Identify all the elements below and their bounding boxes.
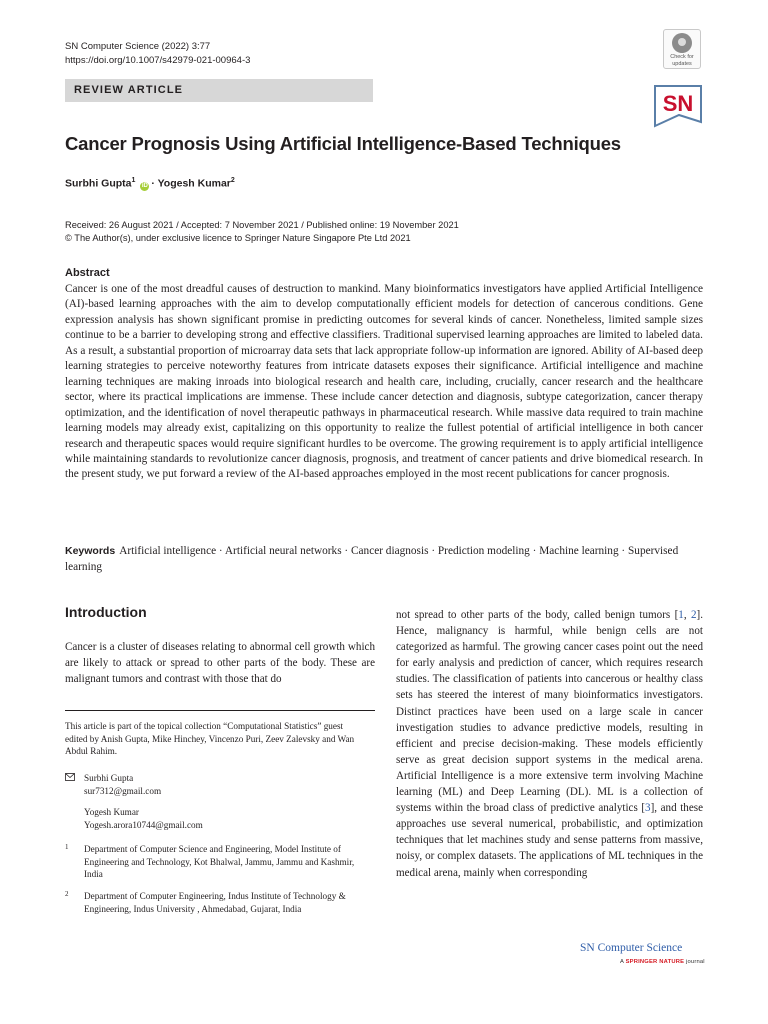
affiliation-ref: 2	[230, 177, 235, 184]
doi-link[interactable]: https://doi.org/10.1007/s42979-021-00964-3	[65, 55, 251, 66]
affiliation-number: 1	[65, 843, 69, 851]
article-title: Cancer Prognosis Using Artificial Intelligence-Based Techniques	[65, 133, 621, 154]
coauthor-name: Yogesh Kumar	[84, 807, 139, 817]
sn-logo-text: SN	[662, 91, 694, 116]
coauthor-email[interactable]: Yogesh.arora10744@gmail.com	[84, 820, 203, 830]
corresponding-author-name: Surbhi Gupta	[84, 773, 134, 783]
corresponding-author-email[interactable]: sur7312@gmail.com	[84, 786, 162, 796]
citation-link[interactable]: 2	[690, 609, 697, 621]
author-line	[65, 177, 235, 191]
collection-note: This article is part of the topical collection “Computational Statistics” guest edited by Anish Gupta, Mike Hinchey, Vincenzo Puri, Zeev Zalevsky and Wan Abdul Rahim.	[65, 721, 355, 757]
citation-link[interactable]: 3	[645, 802, 651, 815]
affiliation-ref: 1	[131, 177, 136, 184]
publisher-prefix: A	[620, 959, 626, 965]
author-name[interactable]: Surbhi Gupta	[65, 177, 132, 190]
keywords-text: Artificial intelligence · Artificial neural networks · Cancer diagnosis · Prediction modeling · Machine learning · Supervised learning	[65, 545, 679, 573]
keywords-label: Keywords	[65, 545, 116, 557]
intro-left-text: Cancer is a cluster of diseases relating to abnormal cell growth which are likely to attack or spread to other parts of the body. These are malignant tumors and contrast with those that do	[65, 641, 375, 686]
journal-citation: SN Computer Science (2022) 3:77	[65, 41, 211, 52]
author-separator: ·	[151, 177, 155, 190]
abstract-text: Cancer is one of the most dreadful causes of destruction to mankind. Many bioinformatics investigators have applied Artificial Intelligence (AI)-based learning approaches with the aim to develop computationally efficient models for detection of cancerous conditions. Gene expression analysis has shown significant promise in predicting outcomes for several kinds of cancer. Nonetheless, limited sample sizes continue to be a barrier to developing strong and effective classifiers. Traditional supervised learning approaches are limited to labeled data. As a result, a substantial proportion of microarray data sets that lack appropriate follow-up information are ignored. Ability of AI-based deep learning strategies to perceive noteworthy features from intricate datasets exposes their significance. Artificial intelligence and machine learning techniques are making inroads into biological research and health care, including, crucially, cancer research and the healthcare sector, where its practical implications are immense. These include cancer detection and diagnosis, subtype categorization, cancer therapy optimization, and the identification of novel therapeutic pathways in pharmaceutical research. While massive data required to train machine learning models may already exist, capitalizing on this opportunity to realize the fullest potential of artificial intelligence in both cancer research and therapeutic spaces would require significant hurdles to be overcome. The growing requirement is to apply artificial intelligence while maintaining standards to revolutionize cancer diagnosis, prognosis, and treatment of cancer patients and drive biomedical research. In the present study, we put forward a review of the AI-based approaches employed in the most recent publications for cancer prognosis.	[65, 283, 703, 481]
bookmark-icon	[672, 33, 692, 53]
section-heading: Introduction	[65, 604, 147, 620]
intro-text: ], and these approaches use several numerical, probabilistic, and optimization techniques that let machines study and sense patterns from massive, noisy, or complex datasets. The applications of ML techniques in the medical arena, mainly when corresponding	[396, 802, 703, 879]
footnote-divider	[65, 710, 375, 711]
intro-text: not spread to other parts of the body, called benign tumors [	[396, 609, 679, 621]
publication-dates	[65, 219, 459, 245]
intro-right-text	[396, 607, 703, 881]
affiliation-text: Department of Computer Science and Engineering, Model Institute of Engineering and Technology, Kot Bhalwal, Jammu, Jammu and Kashmir, India	[84, 844, 355, 880]
affiliation-number: 2	[65, 890, 69, 898]
article-type-bar: REVIEW ARTICLE	[65, 79, 373, 102]
license-line: © The Author(s), under exclusive licence to Springer Nature Singapore Pte Ltd 2021	[65, 233, 411, 243]
check-updates-line2: updates	[672, 61, 692, 67]
sn-journal-logo	[653, 82, 703, 130]
check-updates-line1: Check for	[670, 54, 694, 60]
dates-line: Received: 26 August 2021 / Accepted: 7 November 2021 / Published online: 19 November 2021	[65, 220, 459, 230]
springer-nature-logo: SPRINGER NATURE	[625, 959, 685, 965]
author-name[interactable]: Yogesh Kumar	[157, 177, 231, 190]
check-for-updates-badge[interactable]	[663, 29, 701, 69]
footer-publisher	[620, 959, 705, 965]
abstract-heading: Abstract	[65, 267, 110, 279]
publisher-suffix: journal	[684, 959, 705, 965]
intro-text: ,	[683, 609, 691, 621]
keywords-block	[65, 543, 703, 575]
citation-link[interactable]: 1	[678, 609, 684, 621]
envelope-icon	[65, 773, 75, 781]
orcid-icon[interactable]: iD	[141, 182, 148, 189]
affiliation-text: Department of Computer Engineering, Indus Institute of Technology & Engineering, Indus University , Ahmedabad, Gujarat, India	[84, 891, 346, 914]
footer-journal-name: SN Computer Science	[580, 942, 683, 954]
intro-text: ]. Hence, malignancy is harmful, while benign cells are not categorized as harmful. The growing cancer cases point out the need for early analysis and prediction of cancer, which requires research studies. The classification of patients into cancerous or healthy class sets has steered the interest of many bioinformatics investigators. Distinct practices have been used on a large scale in cancer investigation studies to advance predictive models, resulting in efficient and precise decision-making. These models efficiently serve as great decision support systems in the medical arena. Artificial Intelligence is a more extensive term involving Machine learning (ML) and Deep Learning (DL). ML is a collection of systems within the broad class of predictive analytics [	[396, 609, 703, 815]
